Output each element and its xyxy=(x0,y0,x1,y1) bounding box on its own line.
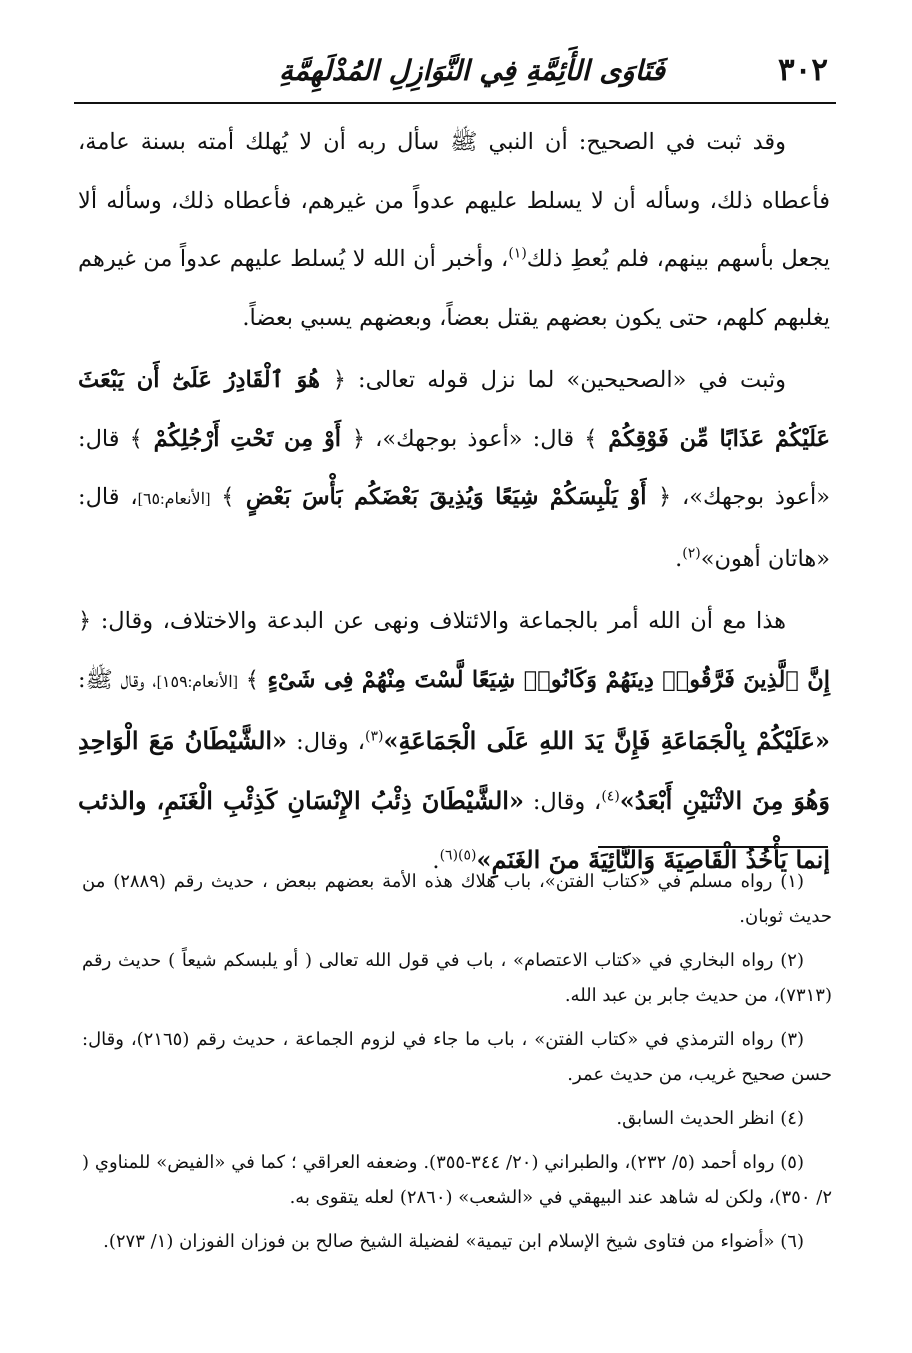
quran-bracket-close: ﴾ xyxy=(245,666,259,693)
footnote-marker: (٢) xyxy=(682,545,701,561)
main-text xyxy=(78,113,830,891)
footnote-3: (٣) رواه الترمذي في «كتاب الفتن» ، باب ما جاء في لزوم الجماعة ، حديث رقم (٢١٦٥)، وقال: حسن صحيح غريب، من حديث عمر. xyxy=(82,1029,832,1085)
quran-text: أَوْ مِن تَحْتِ أَرْجُلِكُمْ xyxy=(142,425,352,452)
footnote-marker: (٤) xyxy=(601,788,620,804)
quran-bracket-open: ﴿ xyxy=(351,425,366,452)
paragraph-2 xyxy=(78,351,830,588)
hadith-quote: «الشَّيْطَانَ ذِئْبُ الإِنْسَانِ كَذِئْبِ الْغَنَمِ، والذئب إنما يَأْخُذُ الْقَاصِيَةَ وَالنَّائِيَةَ منَ الغَنَمِ» xyxy=(78,785,830,874)
running-title: فَتَاوَى الأَئِمَّةِ فِي النَّوَازِلِ المُدْلَهِمَّةِ xyxy=(279,54,666,87)
quran-text: هُوَ ٱلْقَادِرُ عَلَىٰٓ أَن يَبْعَثَ عَلَيْكُمْ عَذَابًا مِّن فَوْقِكُمْ xyxy=(78,367,831,452)
quran-text: أَوْ يَلْبِسَكُمْ شِيَعًا وَيُذِيقَ بَعْضَكُم بَأْسَ بَعْضٍ xyxy=(234,484,658,510)
text-run: قال: «أعوذ بوجهك»، xyxy=(365,425,585,452)
text-run: . xyxy=(675,545,683,572)
quran-bracket-close: ﴾ xyxy=(221,484,235,510)
quran-text: إِنَّ ٱلَّذِينَ فَرَّقُوا۟ دِينَهُمْ وَكَانُوا۟ شِيَعًا لَّسْتَ مِنْهُمْ فِى شَىْءٍ xyxy=(258,666,831,693)
hadith-quote: «الشَّيْطَانُ مَعَ الْوَاحِدِ وَهُوَ مِنَ الاثْنَيْنِ أَبْعَدُ» xyxy=(78,726,830,815)
footnote-5: (٥) رواه أحمد (٥/ ٢٣٢)، والطبراني (٢٠/ ٣٤٤-٣٥٥). وضعفه العراقي ؛ كما في «الفيض» للمناوي ( ٢/ ٣٥٠)، ولكن له شاهد عند البيهقي في «الشعب» (٢٨٦٠) لعله يتقوى به. xyxy=(82,1152,832,1208)
text-run: . xyxy=(432,848,440,874)
footnote-2: (٢) رواه البخاري في «كتاب الاعتصام» ، باب في قول الله تعالى ( أو يلبسكم شيعاً ) حديث رقم (٧٣١٣)، من حديث جابر بن عبد الله. xyxy=(82,950,832,1006)
text-run: وثبت في «الصحيحين» لما نزل قوله تعالى: xyxy=(345,367,786,393)
footnote-marker: (١) xyxy=(508,245,527,262)
quran-bracket-open: ﴿ xyxy=(332,367,346,393)
text-run: ، وقال: xyxy=(287,729,365,755)
paragraph-1 xyxy=(78,113,830,347)
quran-verse xyxy=(130,426,365,452)
quran-bracket-open: ﴿ xyxy=(657,484,672,510)
hadith-quote: «عَلَيْكُمْ بِالْجَمَاعَةِ فَإِنَّ يَدَ اللهِ عَلَى الْجَمَاعَةِ» xyxy=(383,726,830,755)
quran-bracket-close: ﴾ xyxy=(584,425,598,452)
footnote-marker: (٥)(٦) xyxy=(439,847,477,864)
footnote-4: (٤) انظر الحديث السابق. xyxy=(616,1108,804,1129)
quran-bracket-open: ﴿ xyxy=(78,608,92,634)
text-run: ، وقال ﷺ: xyxy=(78,666,157,693)
page-header xyxy=(74,46,836,104)
quran-verse xyxy=(221,484,671,510)
page-number: ٣٠٢ xyxy=(778,52,828,88)
text-run: قال: «أعوذ بوجهك»، xyxy=(78,425,830,510)
footnote-separator xyxy=(598,846,828,848)
footnotes xyxy=(82,864,832,1268)
verse-reference: [الأنعام:١٥٩] xyxy=(156,673,238,691)
text-run: ، وأخبر أن الله لا يُسلط عليهم عدواً من غيرهم يغلبهم كلهم، حتى يكون بعضهم يقتل بعضاً، وبعضهم يسبي بعضاً. xyxy=(78,246,830,331)
text-run: ، وقال: xyxy=(523,788,602,815)
verse-reference: [الأنعام:٦٥] xyxy=(137,491,211,508)
text-run: ، قال: «هاتان أهون» xyxy=(78,484,830,572)
text-run: هذا مع أن الله أمر بالجماعة والائتلاف ونهى عن البدعة والاختلاف، وقال: xyxy=(91,608,786,634)
footnote-marker: (٣) xyxy=(364,728,384,745)
footnote-6: (٦) «أضواء من فتاوى شيخ الإسلام ابن تيمية» لفضيلة الشيخ صالح بن فوزان الفوزان (١/ ٢٧٣). xyxy=(103,1231,804,1252)
quran-bracket-close: ﴾ xyxy=(129,425,143,452)
footnote-1: (١) رواه مسلم في «كتاب الفتن»، باب هلاك هذه الأمة بعضهم ببعض ، حديث رقم (٢٨٨٩) من حديث ثوبان. xyxy=(82,871,832,927)
text-run: وقد ثبت في الصحيح: أن النبي ﷺ سأل ربه أن لا يُهلك أمته بسنة عامة، فأعطاه ذلك، وسأله أن لا يسلط عليهم عدواً من غيرهم، فأعطاه ذلك، وسأله ألا يجعل بأسهم بينهم، فلم يُعطِ ذلك xyxy=(78,129,830,272)
